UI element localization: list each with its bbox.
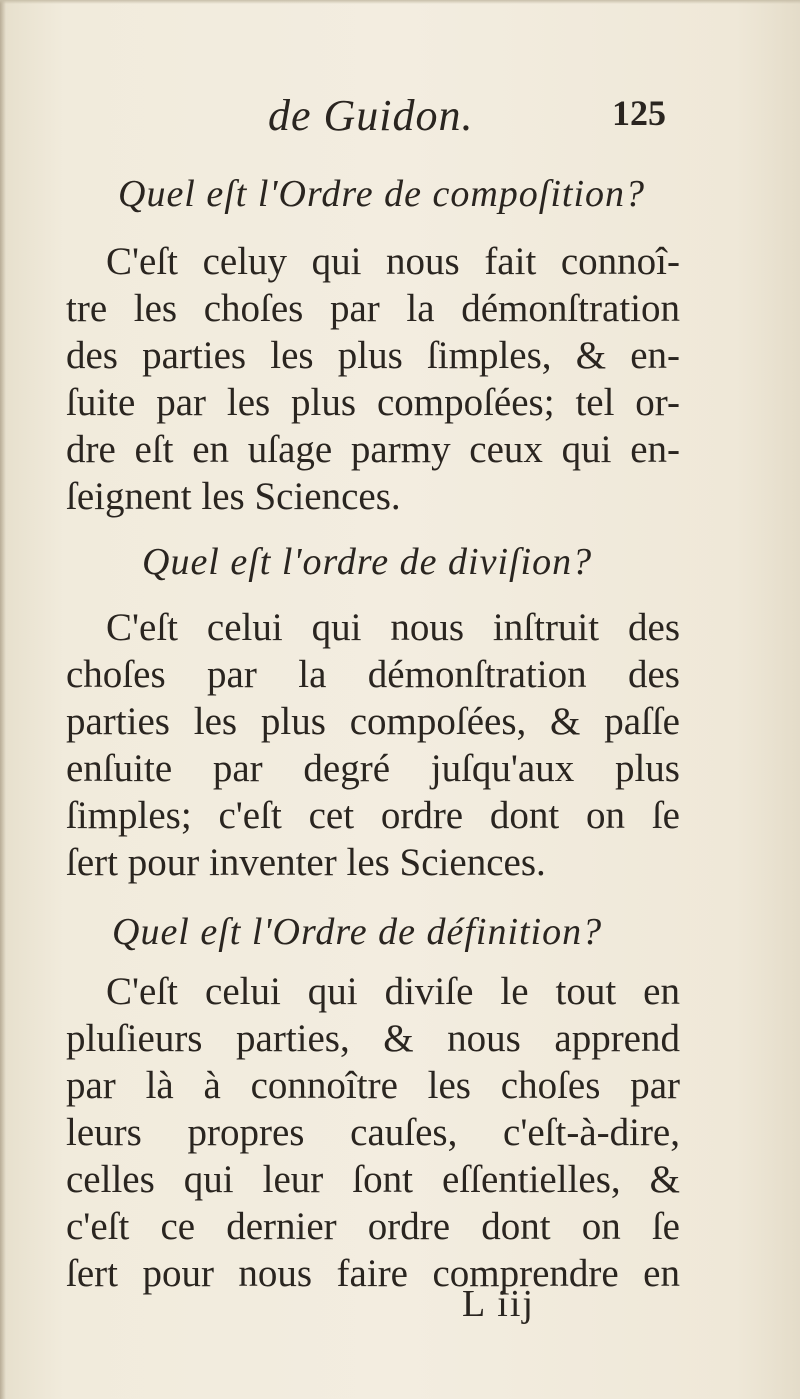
text-line: C'eſt celui qui diviſe le tout en [106,970,680,1013]
question-heading-composition: Quel eſt l'Ordre de compoſition? [118,173,646,215]
text-line: ſert pour nous faire comprendre en [66,1252,680,1295]
text-line: C'eſt celuy qui nous fait connoî- [106,240,680,283]
text-line: des parties les plus ſimples, & en- [66,334,680,377]
page-top-shadow [0,0,800,4]
answer-paragraph-composition [66,238,680,520]
text-line: celles qui leur ſont eſſentielles, & [66,1158,680,1201]
question-heading-definition: Quel eſt l'Ordre de définition? [112,911,603,953]
text-line: leurs propres cauſes, c'eſt-à-dire, [66,1111,680,1154]
text-line: dre eſt en uſage parmy ceux qui en- [66,428,680,471]
question-heading-division: Quel eſt l'ordre de diviſion? [142,541,593,583]
text-line: choſes par la démonſtration des [66,653,680,696]
page-edge-shadow [0,0,6,1399]
text-line: ſert pour inventer les Sciences. [66,841,546,884]
text-line: ſuite par les plus compoſées; tel or- [66,381,680,424]
text-line: enſuite par degré juſqu'aux plus [66,747,680,790]
signature-mark: L iij [462,1283,535,1325]
text-line: pluſieurs parties, & nous apprend [66,1017,680,1060]
text-line: C'eſt celui qui nous inſtruit des [106,606,680,649]
text-line: tre les choſes par la démonſtration [66,287,680,330]
answer-paragraph-definition [66,968,680,1297]
answer-paragraph-division [66,604,680,886]
text-line: ſimples; c'eſt cet ordre dont on ſe [66,794,680,837]
page-number: 125 [612,93,666,133]
text-line: c'eſt ce dernier ordre dont on ſe [66,1205,680,1248]
running-head: de Guidon. [268,91,474,140]
text-line: par là à connoître les choſes par [66,1064,680,1107]
text-line: ſeignent les Sciences. [66,475,401,518]
text-line: parties les plus compoſées, & paſſe [66,700,680,743]
